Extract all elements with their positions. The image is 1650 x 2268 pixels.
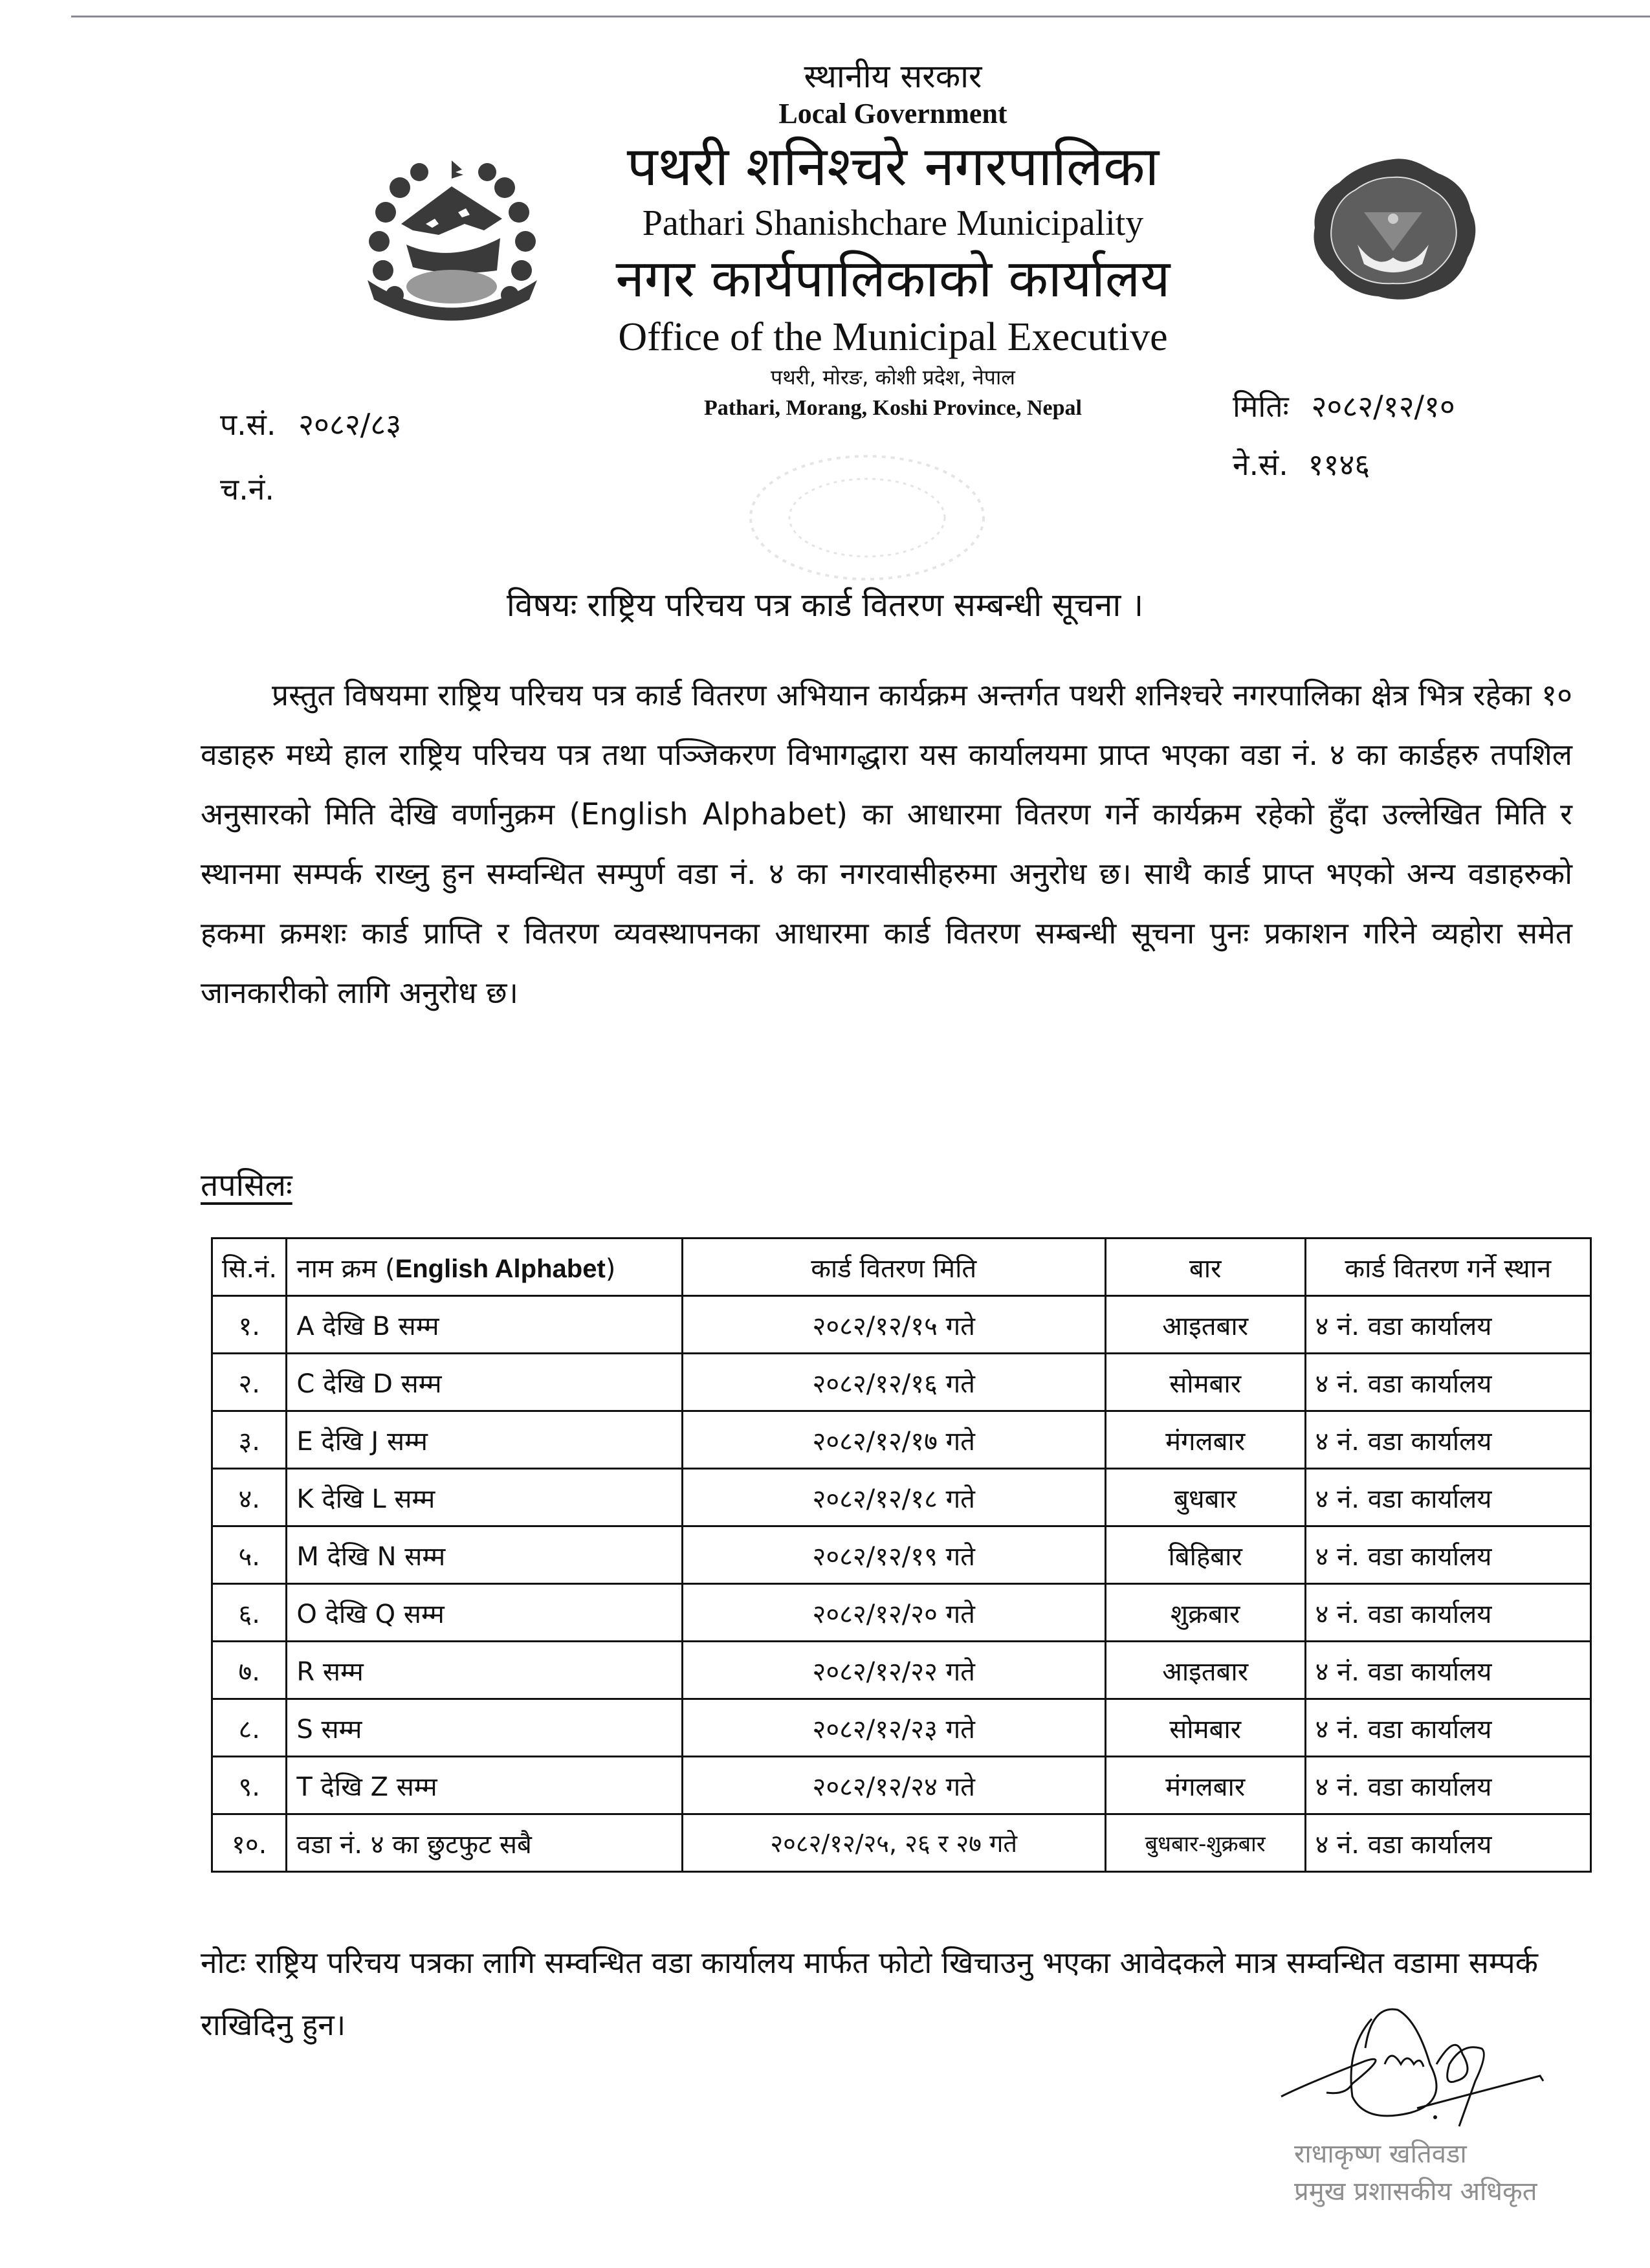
header-name-order-np: नाम क्रम ( [296, 1253, 395, 1284]
cell-distribution-date: २०८२/१२/२५, २६ र २७ गते [682, 1814, 1105, 1872]
cell-distribution-date: २०८२/१२/२० गते [682, 1584, 1105, 1642]
signatory-name: राधाकृष्ण खतिवडा [1294, 2139, 1467, 2169]
cell-serial-number: ६. [212, 1584, 287, 1642]
header-name-order-close: ) [605, 1253, 616, 1284]
municipality-seal-icon [1306, 154, 1480, 303]
cell-distribution-place: ४ नं. वडा कार्यालय [1305, 1642, 1590, 1699]
header-distribution-date: कार्ड वितरण मिति [682, 1239, 1105, 1296]
cell-day: मंगलबार [1105, 1411, 1305, 1469]
table-row [212, 1296, 1591, 1354]
cell-distribution-date: २०८२/१२/१५ गते [682, 1296, 1105, 1354]
cell-day: बुधबार-शुक्रबार [1105, 1814, 1305, 1872]
cell-serial-number: ९. [212, 1757, 287, 1814]
cell-distribution-place: ४ नं. वडा कार्यालय [1305, 1814, 1590, 1872]
distribution-schedule-table [211, 1237, 1592, 1873]
notice-body: प्रस्तुत विषयमा राष्ट्रिय परिचय पत्र कार्ड वितरण अभियान कार्यक्रम अन्तर्गत पथरी शनिश्चरे नगरपालिका क्षेत्र भित्र रहेका १० वडाहरु मध्ये हाल राष्ट्रिय परिचय पत्र तथा पञ्जिकरण विभागद्धारा यस कार्यालयमा प्राप्त भएका वडा नं. ४ का कार्डहरु तपशिल अनुसारको मिति देखि वर्णानुक्रम (English Alphabet) का आधारमा वितरण गर्ने कार्यक्रम रहेको हुँदा उल्लेखित मिति र स्थानमा सम्पर्क राख्नु हुन सम्वन्धित सम्पुर्ण वडा नं. ४ का नगरवासीहरुमा अनुरोध छ। साथै कार्ड प्राप्त भएको अन्य वडाहरुको हकमा क्रमशः कार्ड प्राप्ति र वितरण व्यवस्थापनका आधारमा कार्ड वितरण सम्बन्धी सूचना पुनः प्रकाशन गरिने व्यहोरा समेत जानकारीको लागि अनुरोध छ। [201, 677, 1572, 1010]
table-row [212, 1757, 1591, 1814]
table-row [212, 1354, 1591, 1411]
header-address-np: पथरी, मोरङ, कोशी प्रदेश, नेपाल [771, 365, 1015, 390]
table-row [212, 1411, 1591, 1469]
header-name-order-en: English Alphabet [395, 1254, 606, 1283]
cell-distribution-place: ४ नं. वडा कार्यालय [1305, 1469, 1590, 1526]
nepal-sambat-value: ११४६ [1308, 447, 1370, 482]
cell-distribution-date: २०८२/१२/१६ गते [682, 1354, 1105, 1411]
office-stamp-watermark-icon [744, 453, 990, 582]
header-office-np: नगर कार्यपालिकाको कार्यालय [615, 248, 1171, 309]
reference-value: २०८२/८३ [298, 407, 402, 442]
header-name-order [287, 1239, 682, 1296]
cell-distribution-place: ४ नं. वडा कार्यालय [1305, 1526, 1590, 1584]
cell-name-order: C देखि D सम्म [287, 1354, 682, 1411]
dispatch-number [220, 470, 274, 509]
cell-serial-number: १०. [212, 1814, 287, 1872]
cell-distribution-date: २०८२/१२/२४ गते [682, 1757, 1105, 1814]
date-value: २०८२/१२/१० [1311, 389, 1455, 424]
cell-distribution-place: ४ नं. वडा कार्यालय [1305, 1411, 1590, 1469]
header-municipality-en: Pathari Shanishchare Municipality [642, 203, 1144, 243]
cell-distribution-place: ४ नं. वडा कार्यालय [1305, 1699, 1590, 1757]
cell-distribution-place: ४ नं. वडा कार्यालय [1305, 1354, 1590, 1411]
header-address-en: Pathari, Morang, Koshi Province, Nepal [704, 396, 1082, 420]
letterhead [569, 56, 1216, 423]
dispatch-label: च.नं. [220, 472, 274, 507]
table-row [212, 1814, 1591, 1872]
cell-name-order: O देखि Q सम्म [287, 1584, 682, 1642]
date-label: मितिः [1233, 389, 1289, 424]
cell-serial-number: ५. [212, 1526, 287, 1584]
cell-serial-number: ८. [212, 1699, 287, 1757]
cell-distribution-date: २०८२/१२/२३ गते [682, 1699, 1105, 1757]
signatory-block [1294, 2135, 1631, 2210]
cell-name-order: E देखि J सम्म [287, 1411, 682, 1469]
cell-day: आइतबार [1105, 1642, 1305, 1699]
cell-day: आइतबार [1105, 1296, 1305, 1354]
schedule-title: तपसिलः [201, 1167, 292, 1204]
cell-day: सोमबार [1105, 1699, 1305, 1757]
cell-distribution-date: २०८२/१२/२२ गते [682, 1642, 1105, 1699]
nepal-sambat [1233, 445, 1370, 484]
cell-name-order: K देखि L सम्म [287, 1469, 682, 1526]
table-header-row [212, 1239, 1591, 1296]
cell-name-order: R सम्म [287, 1642, 682, 1699]
cell-serial-number: ४. [212, 1469, 287, 1526]
cell-distribution-date: २०८२/१२/१८ गते [682, 1469, 1105, 1526]
header-distribution-place: कार्ड वितरण गर्ने स्थान [1305, 1239, 1590, 1296]
notice-subject: विषयः राष्ट्रिय परिचय पत्र कार्ड वितरण सम्बन्धी सूचना । [506, 586, 1144, 624]
cell-serial-number: ७. [212, 1642, 287, 1699]
cell-serial-number: १. [212, 1296, 287, 1354]
table-row [212, 1526, 1591, 1584]
document-date [1233, 387, 1455, 426]
cell-name-order: वडा नं. ४ का छुटफुट सबै [287, 1814, 682, 1872]
cell-day: बिहिबार [1105, 1526, 1305, 1584]
nepal-sambat-label: ने.सं. [1233, 447, 1288, 482]
cell-distribution-place: ४ नं. वडा कार्यालय [1305, 1584, 1590, 1642]
cell-day: सोमबार [1105, 1354, 1305, 1411]
cell-serial-number: २. [212, 1354, 287, 1411]
header-local-government-np: स्थानीय सरकार [804, 58, 982, 95]
cell-name-order: S सम्म [287, 1699, 682, 1757]
top-rule [71, 16, 1650, 17]
cell-distribution-date: २०८२/१२/१७ गते [682, 1411, 1105, 1469]
table-row [212, 1642, 1591, 1699]
header-local-government-en: Local Government [778, 98, 1007, 129]
reference-number [220, 405, 401, 444]
table-row [212, 1699, 1591, 1757]
cell-name-order: A देखि B सम्म [287, 1296, 682, 1354]
header-municipality-np: पथरी शनिश्चरे नगरपालिका [626, 135, 1160, 198]
cell-day: बुधबार [1105, 1469, 1305, 1526]
cell-distribution-date: २०८२/१२/१९ गते [682, 1526, 1105, 1584]
cell-distribution-place: ४ नं. वडा कार्यालय [1305, 1296, 1590, 1354]
header-serial-number: सि.नं. [212, 1239, 287, 1296]
header-office-en: Office of the Municipal Executive [618, 315, 1168, 359]
cell-day: मंगलबार [1105, 1757, 1305, 1814]
table-row [212, 1469, 1591, 1526]
reference-label: प.सं. [220, 407, 276, 442]
cell-name-order: M देखि N सम्म [287, 1526, 682, 1584]
signatory-title: प्रमुख प्रशासकीय अधिकृत [1294, 2177, 1537, 2207]
cell-serial-number: ३. [212, 1411, 287, 1469]
cell-distribution-place: ४ नं. वडा कार्यालय [1305, 1757, 1590, 1814]
cell-day: शुक्रबार [1105, 1584, 1305, 1642]
cell-name-order: T देखि Z सम्म [287, 1757, 682, 1814]
header-day: बार [1105, 1239, 1305, 1296]
note-text: नोटः राष्ट्रिय परिचय पत्रका लागि सम्वन्धित वडा कार्यालय मार्फत फोटो खिचाउनु भएका आवेदकले मात्र सम्वन्धित वडामा सम्पर्क राखिदिनु हुन। [201, 1945, 1538, 2042]
table-row [212, 1584, 1591, 1642]
nepal-emblem-icon [355, 148, 549, 342]
signature-icon [1268, 1999, 1579, 2129]
